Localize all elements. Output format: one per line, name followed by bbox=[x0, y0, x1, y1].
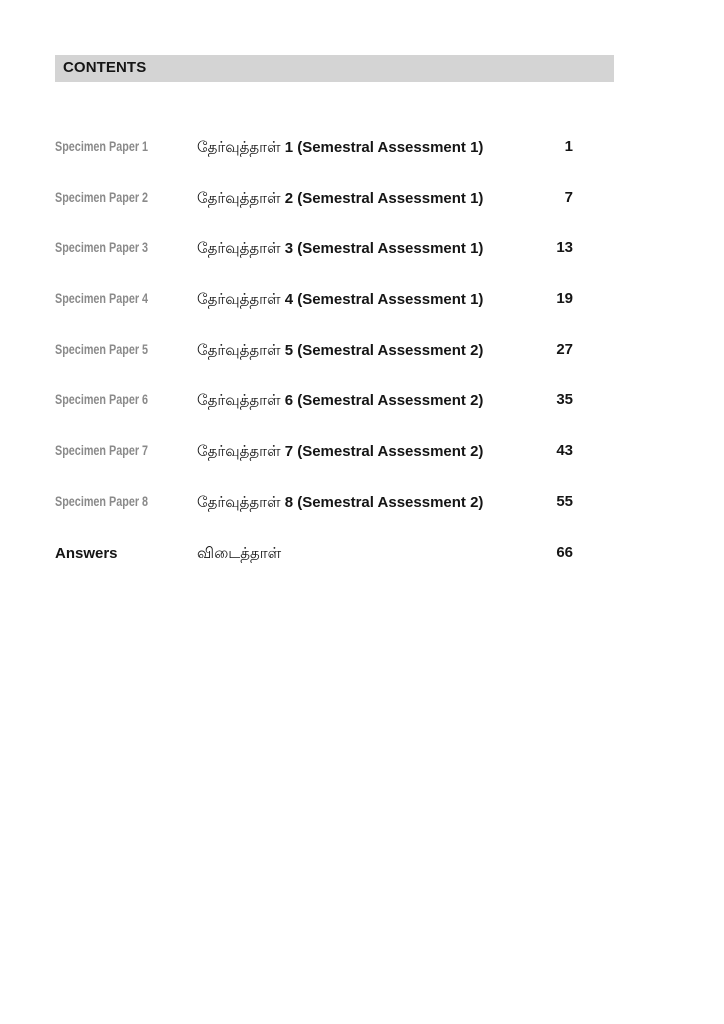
toc-row-title bbox=[197, 442, 483, 462]
toc-row-page-number: 55 bbox=[556, 492, 573, 510]
toc-row-english-title: 2 (Semestral Assessment 1) bbox=[284, 189, 484, 207]
toc-row-english-title: 3 (Semestral Assessment 1) bbox=[284, 240, 484, 258]
toc-row-label: Specimen Paper 4 bbox=[55, 291, 149, 307]
toc-row-title bbox=[197, 189, 483, 209]
toc-row-title bbox=[197, 239, 483, 259]
contents-header-bar bbox=[55, 55, 614, 82]
toc-row-title bbox=[197, 493, 483, 513]
toc-row-english-title: 8 (Semestral Assessment 2) bbox=[284, 493, 484, 511]
toc-row-page-number: 27 bbox=[556, 340, 573, 358]
toc-row-page-number: 43 bbox=[556, 442, 573, 460]
toc-row-label: Specimen Paper 7 bbox=[55, 443, 149, 459]
toc-row-tamil-title: தேர்வுத்தாள் bbox=[197, 391, 281, 410]
toc-row-label: Specimen Paper 1 bbox=[55, 139, 149, 154]
toc-row-english-title: 6 (Semestral Assessment 2) bbox=[284, 392, 484, 410]
toc-row-page-number: 35 bbox=[556, 391, 573, 409]
toc-row-specimen-paper-8[interactable] bbox=[55, 488, 575, 539]
toc-row-specimen-paper-1[interactable] bbox=[55, 133, 575, 184]
toc-row-title bbox=[197, 341, 483, 361]
toc-row-english-title: 1 (Semestral Assessment 1) bbox=[284, 139, 484, 156]
toc-row-page-number: 13 bbox=[556, 239, 573, 257]
toc-row-title bbox=[197, 290, 483, 310]
toc-row-title bbox=[197, 544, 281, 564]
toc-row-label: Answers bbox=[55, 544, 118, 562]
toc-row-specimen-paper-6[interactable] bbox=[55, 386, 575, 437]
toc-row-label: Specimen Paper 2 bbox=[55, 189, 149, 205]
toc-row-page-number: 66 bbox=[556, 543, 573, 561]
page-title: CONTENTS bbox=[63, 59, 147, 76]
toc-row-title bbox=[197, 138, 483, 158]
toc-row-answers[interactable] bbox=[55, 539, 575, 590]
toc-row-specimen-paper-4[interactable] bbox=[55, 285, 575, 336]
toc-row-page-number: 1 bbox=[564, 138, 573, 155]
toc-row-title bbox=[197, 391, 483, 411]
table-of-contents bbox=[55, 133, 575, 589]
toc-row-label: Specimen Paper 6 bbox=[55, 392, 149, 408]
toc-row-tamil-title: தேர்வுத்தாள் bbox=[197, 340, 281, 359]
toc-row-tamil-title: தேர்வுத்தாள் bbox=[197, 188, 281, 207]
toc-row-tamil-title: தேர்வுத்தாள் bbox=[197, 239, 281, 258]
toc-row-tamil-title: தேர்வுத்தாள் bbox=[197, 290, 281, 309]
toc-row-label: Specimen Paper 3 bbox=[55, 240, 149, 256]
toc-row-tamil-title: தேர்வுத்தாள் bbox=[197, 492, 281, 511]
toc-row-label: Specimen Paper 5 bbox=[55, 341, 149, 357]
toc-row-english-title: 5 (Semestral Assessment 2) bbox=[284, 341, 484, 359]
toc-row-english-title: 4 (Semestral Assessment 1) bbox=[284, 291, 484, 309]
toc-row-english-title: 7 (Semestral Assessment 2) bbox=[284, 443, 484, 461]
toc-row-tamil-title: தேர்வுத்தாள் bbox=[197, 442, 281, 461]
toc-row-page-number: 7 bbox=[564, 188, 573, 206]
toc-row-tamil-title: விடைத்தாள் bbox=[197, 543, 282, 562]
toc-row-specimen-paper-7[interactable] bbox=[55, 437, 575, 488]
toc-row-tamil-title: தேர்வுத்தாள் bbox=[197, 138, 281, 156]
toc-row-page-number: 19 bbox=[556, 290, 573, 308]
toc-row-label: Specimen Paper 8 bbox=[55, 493, 149, 509]
toc-row-specimen-paper-2[interactable] bbox=[55, 184, 575, 235]
toc-row-specimen-paper-5[interactable] bbox=[55, 336, 575, 387]
toc-row-specimen-paper-3[interactable] bbox=[55, 234, 575, 285]
